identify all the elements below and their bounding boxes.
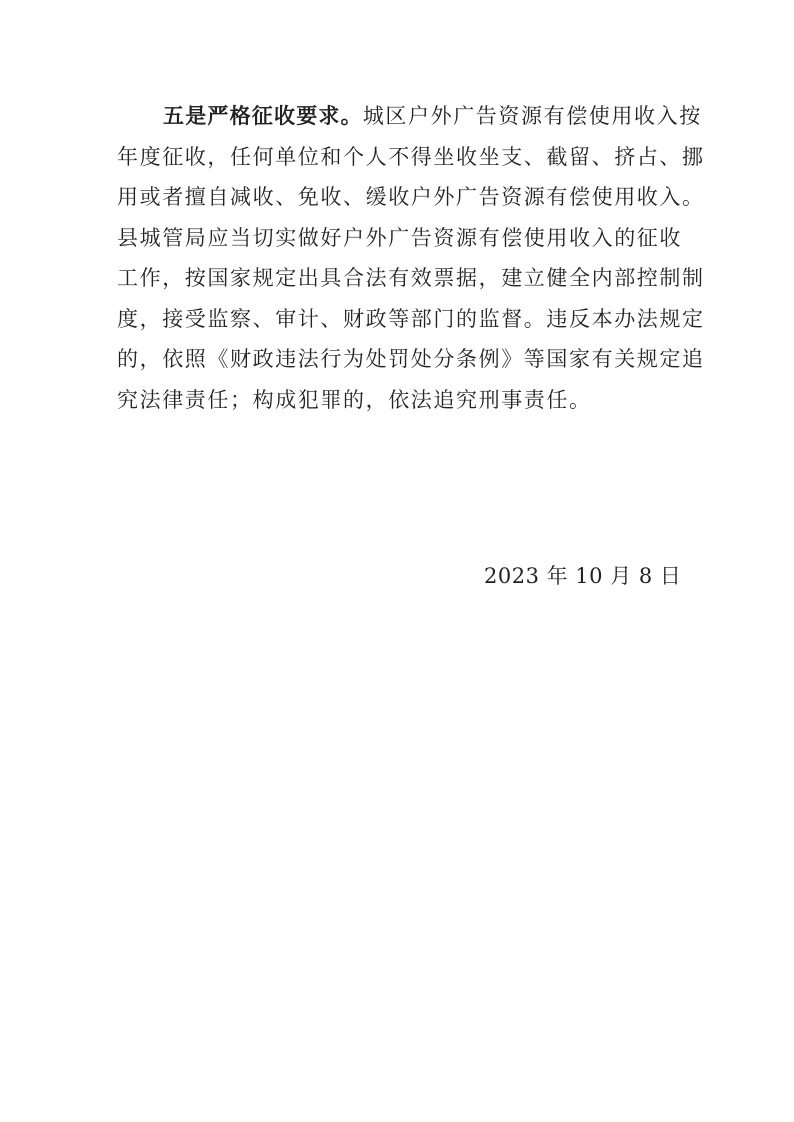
paragraph-line-2: 年度征收，任何单位和个人不得坐收坐支、截留、挤占、挪 [117, 144, 705, 169]
paragraph-lead-heading: 五是严格征收要求。 [163, 104, 363, 128]
paragraph-line-7: 的，依照《财政违法行为处罚处分条例》等国家有关规定追 [117, 347, 705, 371]
paragraph-line-5: 工作，按国家规定出具合法有效票据，建立健全内部控制制 [117, 266, 705, 290]
paragraph-line-1-text: 城区户外广告资源有偿使用收入按 [362, 104, 702, 128]
body-paragraph [117, 96, 705, 420]
paragraph-line-3: 用或者擅自减收、免收、缓收户外广告资源有偿使用收入。 [117, 185, 705, 209]
paragraph-line-1 [117, 96, 702, 137]
paragraph-line-6: 度，接受监察、审计、财政等部门的监督。违反本办法规定 [117, 306, 705, 331]
paragraph-line-8: 究法律责任；构成犯罪的，依法追究刑事责任。 [117, 387, 592, 412]
paragraph-line-4: 县城管局应当切实做好户外广告资源有偿使用收入的征收 [117, 225, 682, 250]
document-date: 2023 年 10 月 8 日 [484, 564, 682, 588]
